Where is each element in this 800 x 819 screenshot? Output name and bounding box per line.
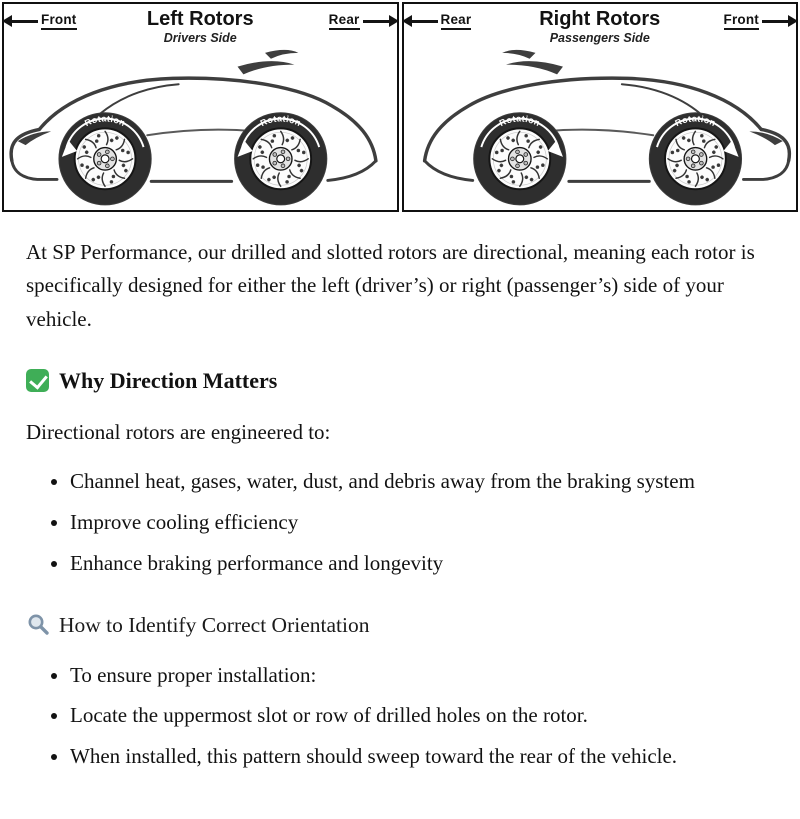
- car-illustration-left: [4, 45, 397, 210]
- list-item: • Enhance braking performance and longevity: [70, 547, 774, 581]
- list-item: • When installed, this pattern should sweep toward the rear of the vehicle.: [70, 740, 774, 774]
- arrow-left-icon: [12, 20, 38, 23]
- benefits-list: [26, 465, 774, 580]
- magnifier-icon: [26, 612, 50, 636]
- heading-text: How to Identify Correct Orientation: [59, 613, 370, 638]
- car-illustration-right: [404, 45, 797, 210]
- list-item: • Improve cooling efficiency: [70, 506, 774, 540]
- rear-direction-label: [412, 12, 496, 30]
- heading-text: Why Direction Matters: [59, 367, 278, 393]
- front-direction-label: [12, 12, 96, 30]
- section-heading-why-direction-matters: [26, 363, 774, 398]
- left-rotors-panel: [2, 2, 399, 212]
- direction-text: Rear: [441, 12, 472, 30]
- left-panel-header: [4, 4, 397, 45]
- rotation-label: Rotation: [497, 113, 542, 129]
- section-heading-how-to-identify: [26, 608, 774, 642]
- arrow-left-icon: [412, 20, 438, 23]
- panel-subtitle: Passengers Side: [549, 31, 650, 45]
- orientation-list: [26, 659, 774, 774]
- panel-title: Right Rotors: [539, 8, 661, 30]
- article-body: [0, 212, 800, 819]
- section-lead: Directional rotors are engineered to:: [26, 419, 331, 444]
- right-panel-header: [404, 4, 797, 45]
- rotation-label: Rotation: [258, 113, 303, 129]
- check-icon: [26, 369, 49, 392]
- right-rotors-panel: [402, 2, 799, 212]
- arrow-right-icon: [762, 20, 788, 23]
- rotation-label: Rotation: [82, 113, 128, 129]
- rear-direction-label: [305, 12, 389, 30]
- arrow-right-icon: [363, 20, 389, 23]
- list-item: • Locate the uppermost slot or row of drilled holes on the rotor.: [70, 699, 774, 733]
- panel-subtitle: Drivers Side: [163, 31, 237, 45]
- intro-paragraph: At SP Performance, our drilled and slotted rotors are directional, meaning each rotor is specifically designed for either the left (driver’s) or right (passenger’s) side of your vehicle.: [26, 239, 755, 332]
- front-direction-label: [704, 12, 788, 30]
- direction-text: Rear: [329, 12, 360, 30]
- list-item: • To ensure proper installation:: [70, 659, 774, 693]
- panel-title: Left Rotors: [146, 8, 254, 30]
- list-item: • Channel heat, gases, water, dust, and debris away from the braking system: [70, 465, 774, 499]
- direction-text: Front: [724, 12, 760, 30]
- rotor-direction-diagram: [0, 0, 800, 212]
- direction-text: Front: [41, 12, 77, 30]
- rotation-label: Rotation: [672, 113, 718, 129]
